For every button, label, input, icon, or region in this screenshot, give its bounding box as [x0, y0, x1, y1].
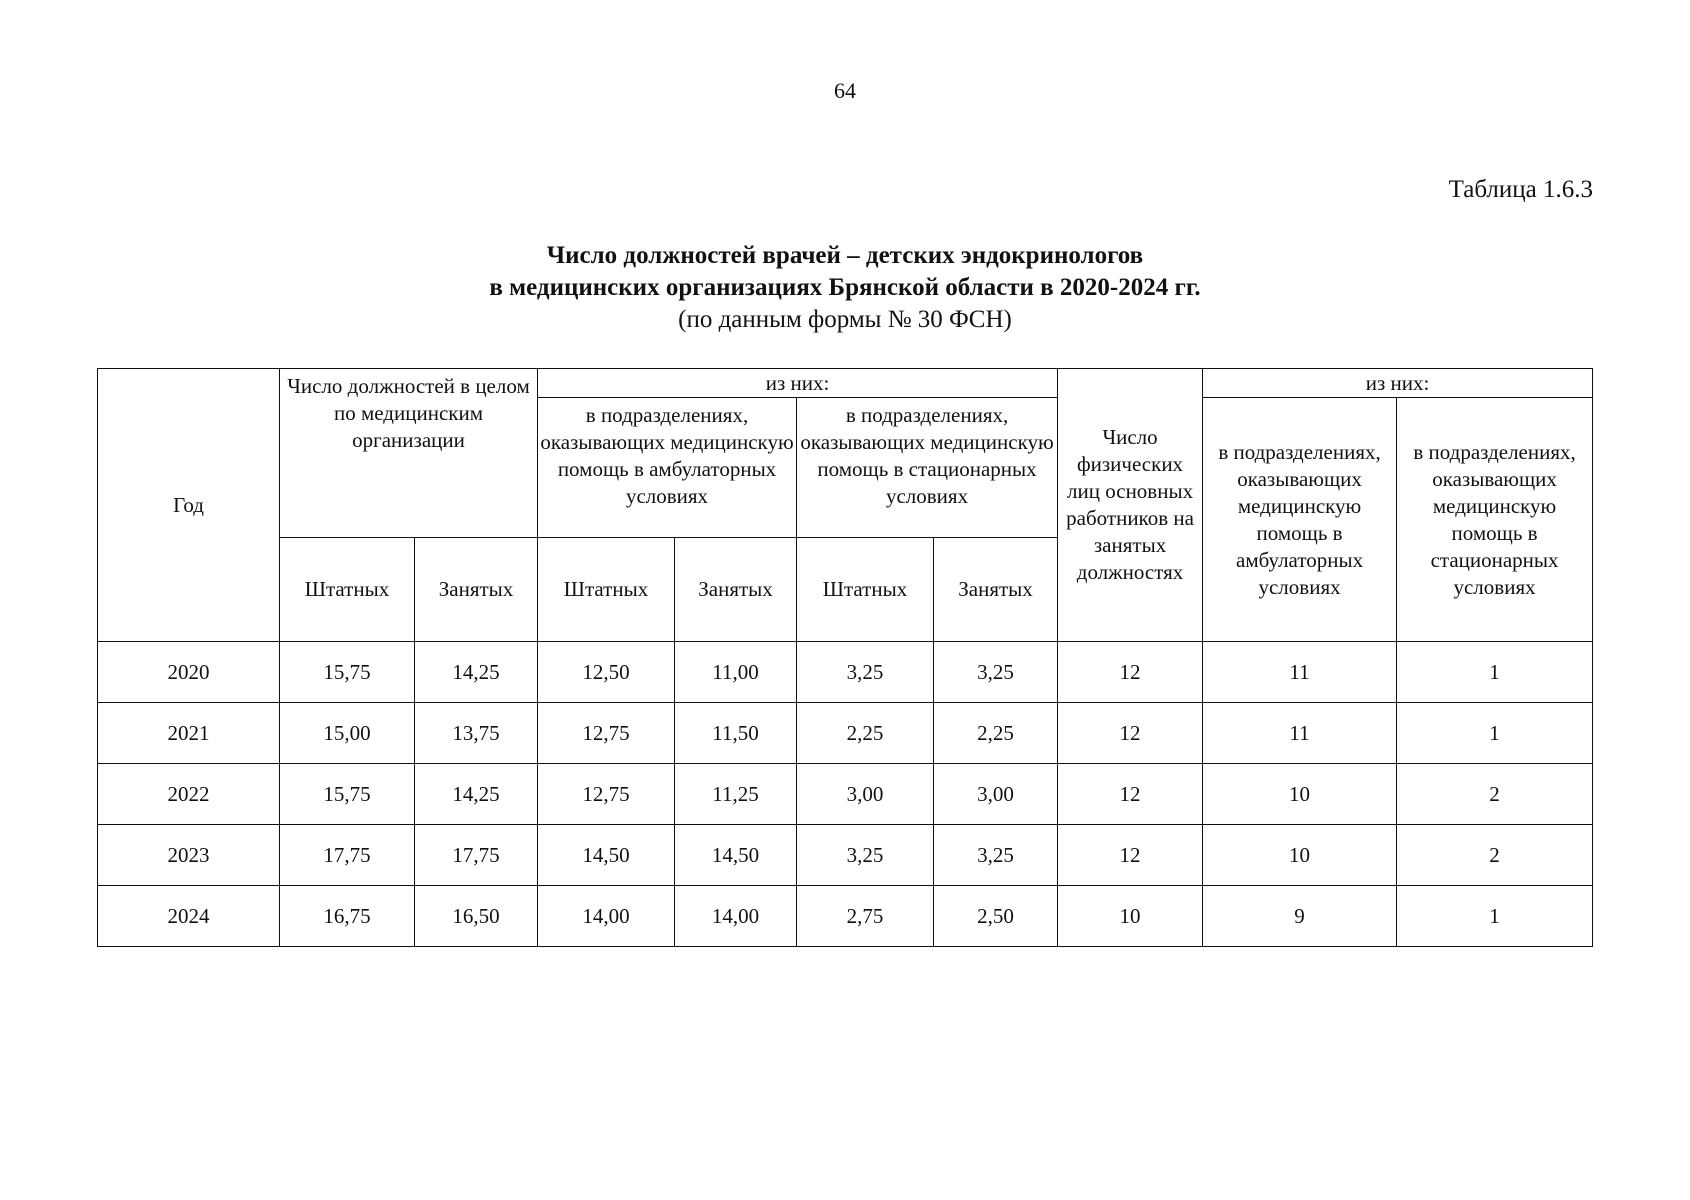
- cell-ambulatory-occupied: 11,25: [675, 764, 797, 825]
- page-number: 64: [834, 78, 856, 103]
- cell-total-occupied: 13,75: [415, 703, 538, 764]
- header-stationary-staff: Штатных: [797, 538, 934, 642]
- table-title-line-2: в медицинских организациях Брянской области в 2020-2024 гг.: [489, 274, 1201, 301]
- header-stationary-positions: в подразделениях, оказывающих медицинскую помощь в стационарных условиях: [797, 398, 1058, 538]
- cell-ambulatory-staff: 12,50: [538, 642, 675, 703]
- cell-year: 2023: [98, 825, 280, 886]
- cell-stationary-staff: 2,25: [797, 703, 934, 764]
- cell-stationary-staff: 2,75: [797, 886, 934, 947]
- cell-total-staff: 15,75: [280, 764, 415, 825]
- table-subtitle: (по данным формы № 30 ФСН): [678, 306, 1012, 333]
- header-ambulatory-staff: Штатных: [538, 538, 675, 642]
- header-total-staff: Штатных: [280, 538, 415, 642]
- cell-persons-stationary: 2: [1397, 764, 1593, 825]
- cell-stationary-occupied: 2,50: [934, 886, 1058, 947]
- cell-stationary-occupied: 2,25: [934, 703, 1058, 764]
- cell-stationary-staff: 3,25: [797, 642, 934, 703]
- cell-persons-ambulatory: 11: [1203, 703, 1397, 764]
- cell-ambulatory-staff: 14,50: [538, 825, 675, 886]
- cell-persons-ambulatory: 10: [1203, 825, 1397, 886]
- header-total-occupied: Занятых: [415, 538, 538, 642]
- header-total-positions: Число должностей в целом по медицинским организации: [280, 369, 538, 538]
- cell-ambulatory-staff: 12,75: [538, 703, 675, 764]
- table-label: Таблица 1.6.3: [1448, 176, 1593, 203]
- cell-total-occupied: 16,50: [415, 886, 538, 947]
- header-year: Год: [98, 369, 280, 642]
- title-block: [0, 240, 1690, 336]
- header-physical-persons: Число физических лиц основных работников на занятых должностях: [1058, 369, 1203, 642]
- cell-physical-persons: 12: [1058, 703, 1203, 764]
- cell-total-staff: 15,75: [280, 642, 415, 703]
- table-row: [98, 642, 1593, 703]
- cell-total-occupied: 14,25: [415, 764, 538, 825]
- header-ambulatory-positions: в подразделениях, оказывающих медицинскую помощь в амбулаторных условиях: [538, 398, 797, 538]
- table-title-line-1: Число должностей врачей – детских эндокринологов: [546, 242, 1144, 269]
- cell-total-staff: 17,75: [280, 825, 415, 886]
- table-row: [98, 825, 1593, 886]
- header-of-them-positions: из них:: [538, 369, 1058, 398]
- cell-physical-persons: 12: [1058, 764, 1203, 825]
- cell-ambulatory-staff: 12,75: [538, 764, 675, 825]
- table-row: [98, 764, 1593, 825]
- cell-persons-stationary: 1: [1397, 642, 1593, 703]
- cell-persons-ambulatory: 11: [1203, 642, 1397, 703]
- header-persons-stationary: в подразделениях, оказывающих медицинскую помощь в стационарных условиях: [1397, 398, 1593, 642]
- cell-stationary-staff: 3,25: [797, 825, 934, 886]
- header-stationary-occupied: Занятых: [934, 538, 1058, 642]
- table-row: [98, 703, 1593, 764]
- cell-persons-stationary: 1: [1397, 703, 1593, 764]
- cell-ambulatory-staff: 14,00: [538, 886, 675, 947]
- header-persons-ambulatory: в подразделениях, оказывающих медицинскую помощь в амбулаторных условиях: [1203, 398, 1397, 642]
- cell-total-occupied: 14,25: [415, 642, 538, 703]
- cell-physical-persons: 12: [1058, 825, 1203, 886]
- header-ambulatory-occupied: Занятых: [675, 538, 797, 642]
- cell-stationary-occupied: 3,00: [934, 764, 1058, 825]
- cell-physical-persons: 10: [1058, 886, 1203, 947]
- cell-ambulatory-occupied: 11,50: [675, 703, 797, 764]
- cell-total-staff: 16,75: [280, 886, 415, 947]
- cell-total-staff: 15,00: [280, 703, 415, 764]
- cell-persons-stationary: 1: [1397, 886, 1593, 947]
- cell-persons-ambulatory: 9: [1203, 886, 1397, 947]
- cell-ambulatory-occupied: 14,50: [675, 825, 797, 886]
- cell-ambulatory-occupied: 14,00: [675, 886, 797, 947]
- cell-stationary-staff: 3,00: [797, 764, 934, 825]
- cell-persons-ambulatory: 10: [1203, 764, 1397, 825]
- cell-year: 2020: [98, 642, 280, 703]
- cell-year: 2021: [98, 703, 280, 764]
- cell-year: 2024: [98, 886, 280, 947]
- table-row: [98, 886, 1593, 947]
- cell-total-occupied: 17,75: [415, 825, 538, 886]
- cell-ambulatory-occupied: 11,00: [675, 642, 797, 703]
- header-of-them-persons: из них:: [1203, 369, 1593, 398]
- physicians-positions-table: [97, 368, 1593, 947]
- cell-persons-stationary: 2: [1397, 825, 1593, 886]
- cell-stationary-occupied: 3,25: [934, 825, 1058, 886]
- cell-year: 2022: [98, 764, 280, 825]
- cell-stationary-occupied: 3,25: [934, 642, 1058, 703]
- cell-physical-persons: 12: [1058, 642, 1203, 703]
